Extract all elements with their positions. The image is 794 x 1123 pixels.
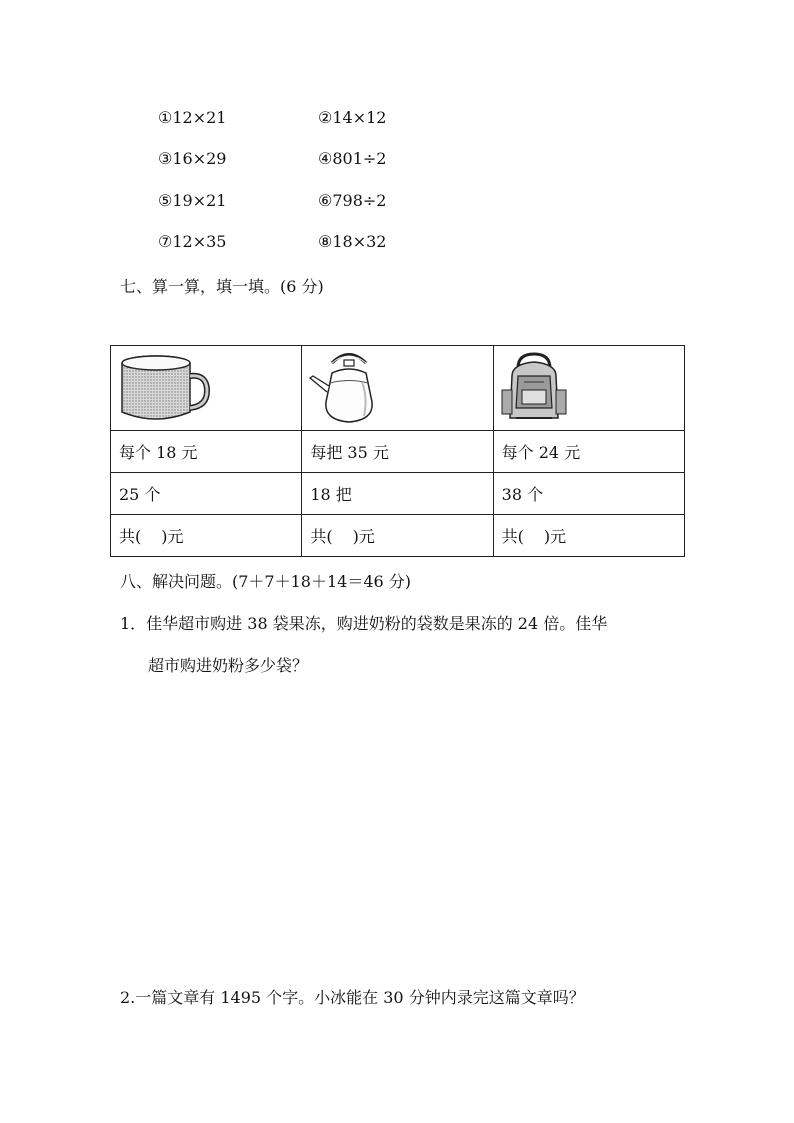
table-row-price [111,431,685,473]
total-mug [111,515,302,557]
mug-icon [111,346,302,430]
qty-backpack: 38 个 [493,473,684,515]
total-kettle-prefix: 共( [310,527,333,546]
section-7-title: 七、算一算，填一填。(6 分) [120,277,324,296]
table-row-total [111,515,685,557]
total-mug-prefix: 共( [119,527,142,546]
exercise-6: ⑥798÷2 [318,191,387,210]
question-1-line-2: 超市购进奶粉多少袋？ [148,656,309,675]
table-cell-backpack [493,346,684,431]
total-backpack-suffix: )元 [543,527,567,546]
total-kettle-suffix: )元 [352,527,375,546]
exercise-4: ④801÷2 [318,149,387,168]
total-backpack [493,515,684,557]
price-table [110,345,685,557]
table-row-images [111,346,685,431]
table-row-qty [111,473,685,515]
kettle-icon [302,346,493,430]
price-kettle: 每把 35 元 [302,431,493,473]
total-mug-suffix: )元 [161,527,184,546]
price-backpack: 每个 24 元 [493,431,684,473]
exercise-5: ⑤19×21 [158,191,227,210]
price-mug: 每个 18 元 [111,431,302,473]
total-kettle [302,515,493,557]
exercise-2: ②14×12 [318,108,387,127]
table-cell-kettle [302,346,493,431]
qty-kettle: 18 把 [302,473,493,515]
qty-mug: 25 个 [111,473,302,515]
section-8-title: 八、解决问题。(7＋7＋18＋14＝46 分) [120,572,412,591]
question-1-line-1: 1．佳华超市购进 38 袋果冻，购进奶粉的袋数是果冻的 24 倍。佳华 [120,614,608,633]
exercise-8: ⑧18×32 [318,232,387,251]
total-backpack-prefix: 共( [501,527,524,546]
exercise-3: ③16×29 [158,149,227,168]
table-cell-mug [111,346,302,431]
backpack-icon [494,346,685,430]
question-2: 2.一篇文章有 1495 个字。小冰能在 30 分钟内录完这篇文章吗？ [120,988,585,1007]
exercise-1: ①12×21 [158,108,227,127]
exercise-7: ⑦12×35 [158,232,227,251]
